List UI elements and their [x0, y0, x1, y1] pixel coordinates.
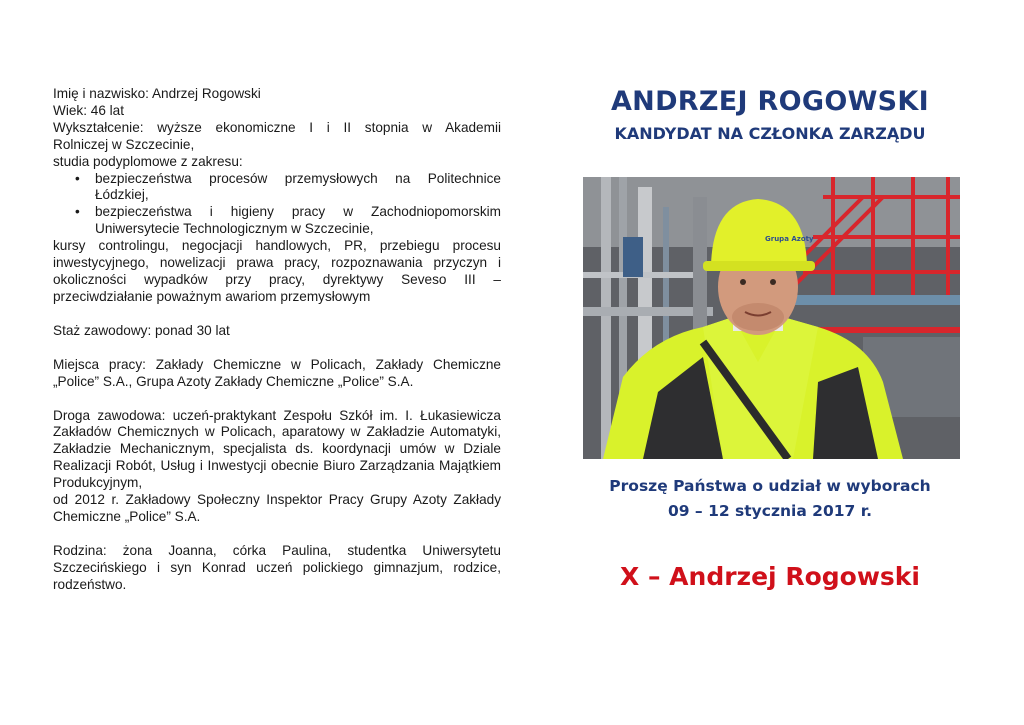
- bio-workplaces: Miejsca pracy: Zakłady Chemiczne w Policach, Zakłady Chemiczne „Police” S.A., Grupa Azoty Zakłady Chemiczne „Police” S.A.: [53, 356, 501, 389]
- bio-age: Wiek: 46 lat: [53, 102, 125, 118]
- bio-education-line1: Wykształcenie: wyższe ekonomiczne I i II stopnia w Akademii: [53, 119, 501, 135]
- candidate-photo-illustration: [583, 177, 960, 459]
- postgrad-list: [53, 171, 501, 239]
- bio-education-line2: Rolniczej w Szczecinie,: [53, 136, 195, 152]
- candidate-role-heading: KANDYDAT NA CZŁONKA ZARZĄDU: [614, 124, 926, 143]
- bio-seniority: Staż zawodowy: ponad 30 lat: [53, 322, 230, 338]
- bio-career-2012: od 2012 r. Zakładowy Społeczny Inspektor Pracy Grupy Azoty Zakłady Chemiczne „Police” S.A.: [53, 492, 501, 524]
- bio-career: Droga zawodowa: uczeń-praktykant Zespołu Szkół im. I. Łukasiewicza Zakładów Chemicznych w Policach, aparatowy w Zakładzie Automatyki, Zakładzie Mechanicznym, specjalista ds. koordynacji umów w Dziale Realizacji Robót, Usług i Inwestycji obecnie Biuro Zarządzania Majątkiem Produkcyjnym,: [53, 407, 501, 491]
- postgrad-item: • bezpieczeństwa procesów przemysłowych na Politechnice Łódzkiej,: [95, 171, 501, 205]
- vote-mark-line: X – Andrzej Rogowski: [620, 562, 920, 591]
- candidate-name-heading: ANDRZEJ ROGOWSKI: [610, 86, 929, 117]
- bio-courses: kursy controlingu, negocjacji handlowych, PR, przebiegu procesu inwestycyjnego, nowelizacji prawa pracy, rozpoznawania przyczyn i okoliczności wypadków przy pracy, dyrektywy Seveso III – przeciwdziałanie poważnym awariom przemysłowym: [53, 238, 501, 304]
- bio-family: Rodzina: żona Joanna, córka Paulina, studentka Uniwersytetu Szczecińskiego i syn Konrad uczeń polickiego gimnazjum, rodzice, rodzeństwo.: [53, 542, 501, 592]
- election-appeal: [560, 474, 980, 524]
- helmet-logo: Grupa Azoty: [765, 235, 814, 243]
- appeal-line1: Proszę Państwa o udział w wyborach: [609, 477, 931, 495]
- candidate-photo: [583, 177, 960, 459]
- appeal-dates: 09 – 12 stycznia 2017 r.: [667, 502, 873, 520]
- bio-postgrad: studia podyplomowe z zakresu:: [53, 153, 243, 169]
- postgrad-item: • bezpieczeństwa i higieny pracy w Zachodniopomorskim Uniwersytecie Technologicznym w Szczecinie,: [95, 204, 501, 238]
- candidate-bio: [53, 86, 501, 594]
- bio-name: Imię i nazwisko: Andrzej Rogowski: [53, 86, 261, 101]
